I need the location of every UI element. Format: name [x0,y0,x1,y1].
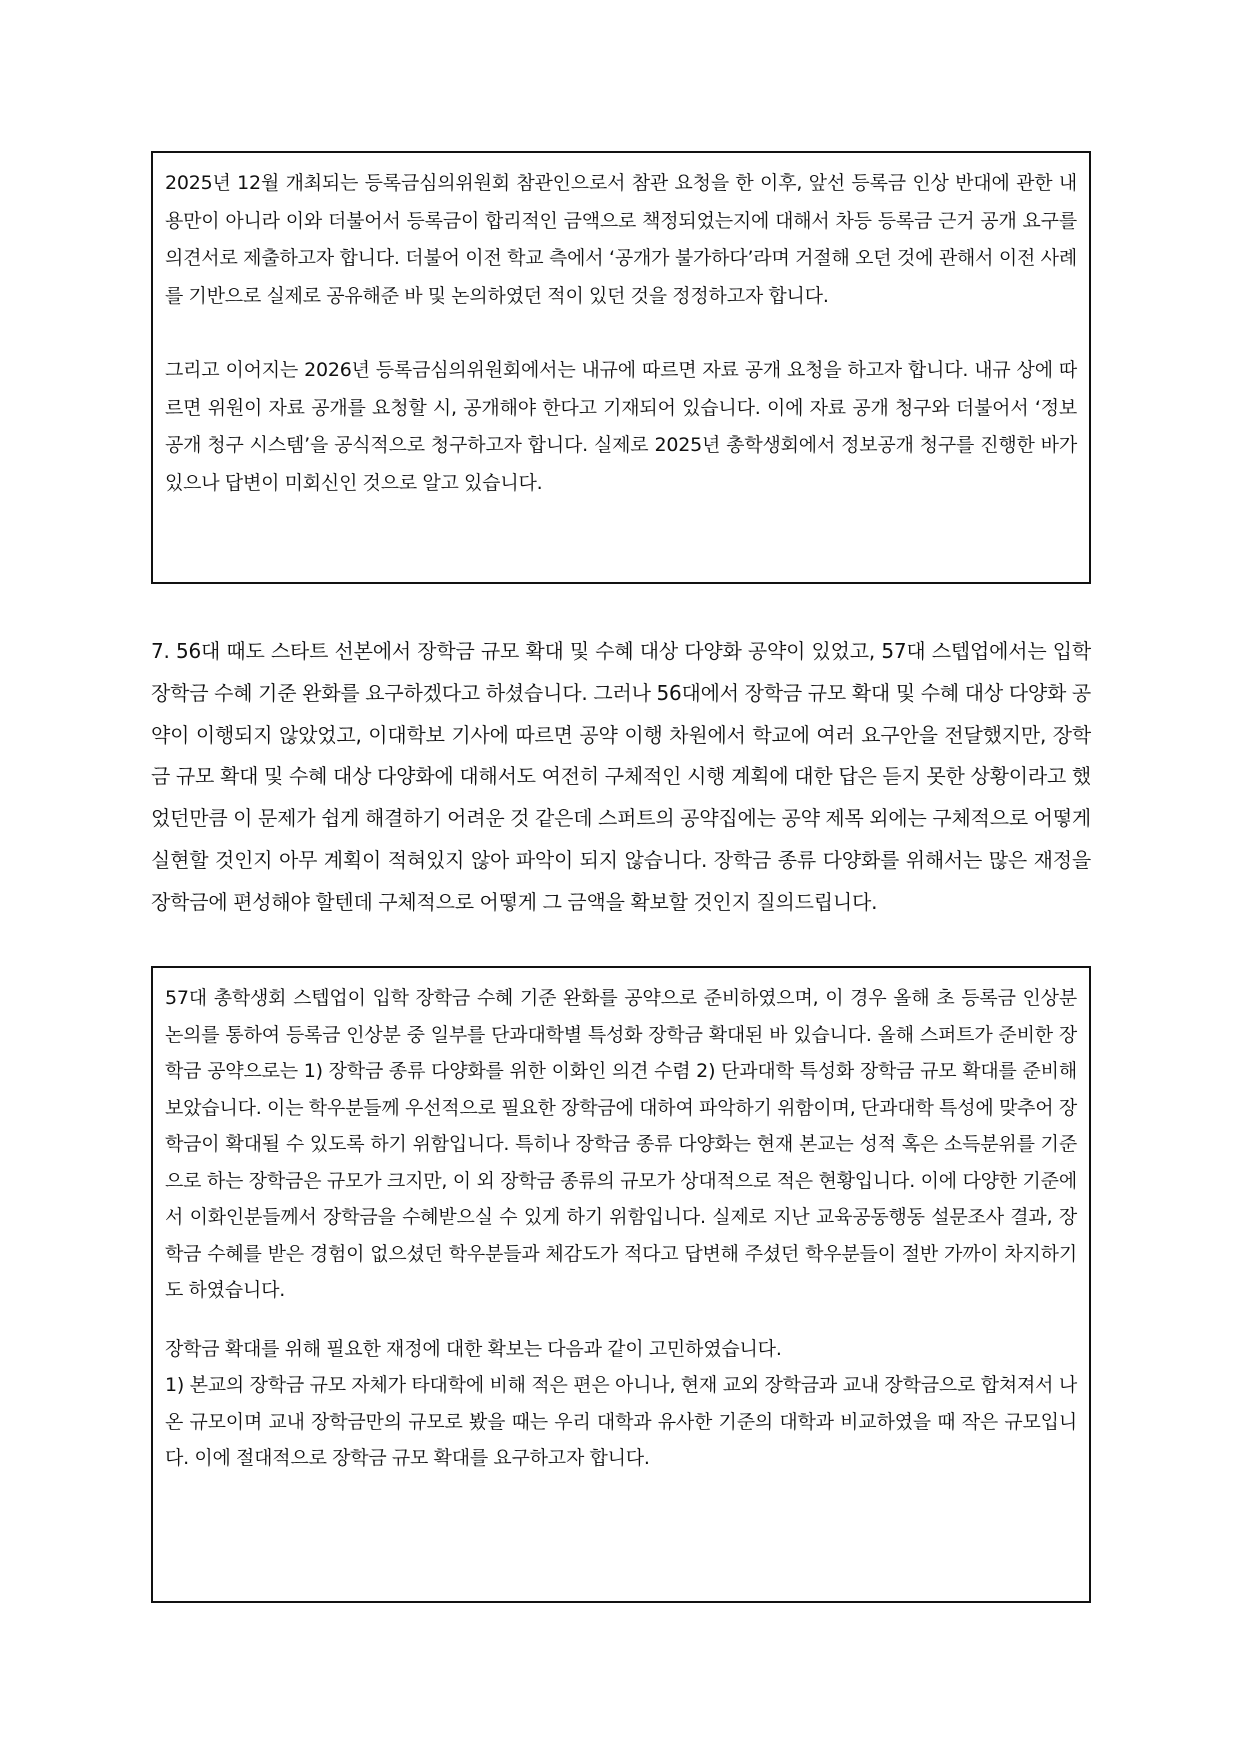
answer-2-paragraph-3: 1) 본교의 장학금 규모 자체가 타대학에 비해 적은 편은 아니나, 현재 교외 장학금과 교내 장학금으로 합쳐져서 나온 규모이며 교내 장학금만의 규모로 봤을 때는 우리 대학과 유사한 기준의 대학과 비교하였을 때 작은 규모입니다. 이에 절대적으로 장학금 규모 확대를 요구하고자 합니다. [165,1374,1077,1469]
answer-1-paragraph-1: 2025년 12월 개최되는 등록금심의위원회 참관인으로서 참관 요청을 한 이후, 앞선 등록금 인상 반대에 관한 내용만이 아니라 이와 더불어서 등록금이 합리적인 금액으로 책정되었는지에 대해서 차등 등록금 근거 공개 요구를 의견서로 제출하고자 합니다. 더불어 이전 학교 측에서 ‘공개가 불가하다’라며 거절해 오던 것에 관해서 이전 사례를 기반으로 실제로 공유해준 바 및 논의하였던 적이 있던 것을 정정하고자 합니다. [165,172,1077,307]
answer-1-paragraph-2: 그리고 이어지는 2026년 등록금심의위원회에서는 내규에 따르면 자료 공개 요청을 하고자 합니다. 내규 상에 따르면 위원이 자료 공개를 요청할 시, 공개해야 한다고 기재되어 있습니다. 이에 자료 공개 청구와 더불어서 ‘정보공개 청구 시스템’을 공식적으로 청구하고자 합니다. 실제로 2025년 총학생회에서 정보공개 청구를 진행한 바가 있으나 답변이 미회신인 것으로 알고 있습니다. [165,359,1077,494]
answer-2-paragraph-2: 장학금 확대를 위해 필요한 재정에 대한 확보는 다음과 같이 고민하였습니다. [165,1337,782,1360]
answer-box-2 [151,966,1091,1603]
paragraph-gap [165,1309,1077,1331]
paragraph-gap [165,315,1077,352]
question-7: 7. 56대 때도 스타트 선본에서 장학금 규모 확대 및 수혜 대상 다양화 공약이 있었고, 57대 스텝업에서는 입학 장학금 수혜 기준 완화를 요구하겠다고 하셨습니다. 그러나 56대에서 장학금 규모 확대 및 수혜 대상 다양화 공약이 이행되지 않았었고, 이대학보 기사에 따르면 공약 이행 차원에서 학교에 여러 요구안을 전달했지만, 장학금 규모 확대 및 수혜 대상 다양화에 대해서도 여전히 구체적인 시행 계획에 대한 답은 듣지 못한 상황이라고 했었던만큼 이 문제가 쉽게 해결하기 어려운 것 같은데 스퍼트의 공약집에는 공약 제목 외에는 구체적으로 어떻게 실현할 것인지 아무 계획이 적혀있지 않아 파악이 되지 않습니다. 장학금 종류 다양화를 위해서는 많은 재정을 장학금에 편성해야 할텐데 구체적으로 어떻게 그 금액을 확보할 것인지 질의드립니다. [151,639,1091,914]
answer-box-1 [151,151,1091,584]
answer-2-paragraph-1: 57대 총학생회 스텝업이 입학 장학금 수혜 기준 완화를 공약으로 준비하였으며, 이 경우 올해 초 등록금 인상분 논의를 통하여 등록금 인상분 중 일부를 단과대학별 특성화 장학금 확대된 바 있습니다. 올해 스퍼트가 준비한 장학금 공약으로는 1) 장학금 종류 다양화를 위한 이화인 의견 수렴 2) 단과대학 특성화 장학금 규모 확대를 준비해 보았습니다. 이는 학우분들께 우선적으로 필요한 장학금에 대하여 파악하기 위함이며, 단과대학 특성에 맞추어 장학금이 확대될 수 있도록 하기 위함입니다. 특히나 장학금 종류 다양화는 현재 본교는 성적 혹은 소득분위를 기준으로 하는 장학금은 규모가 크지만, 이 외 장학금 종류의 규모가 상대적으로 적은 현황입니다. 이에 다양한 기준에서 이화인분들께서 장학금을 수혜받으실 수 있게 하기 위함입니다. 실제로 지난 교육공동행동 설문조사 결과, 장학금 수혜를 받은 경험이 없으셨던 학우분들과 체감도가 적다고 답변해 주셨던 학우분들이 절반 가까이 차지하기도 하였습니다. [165,987,1077,1301]
